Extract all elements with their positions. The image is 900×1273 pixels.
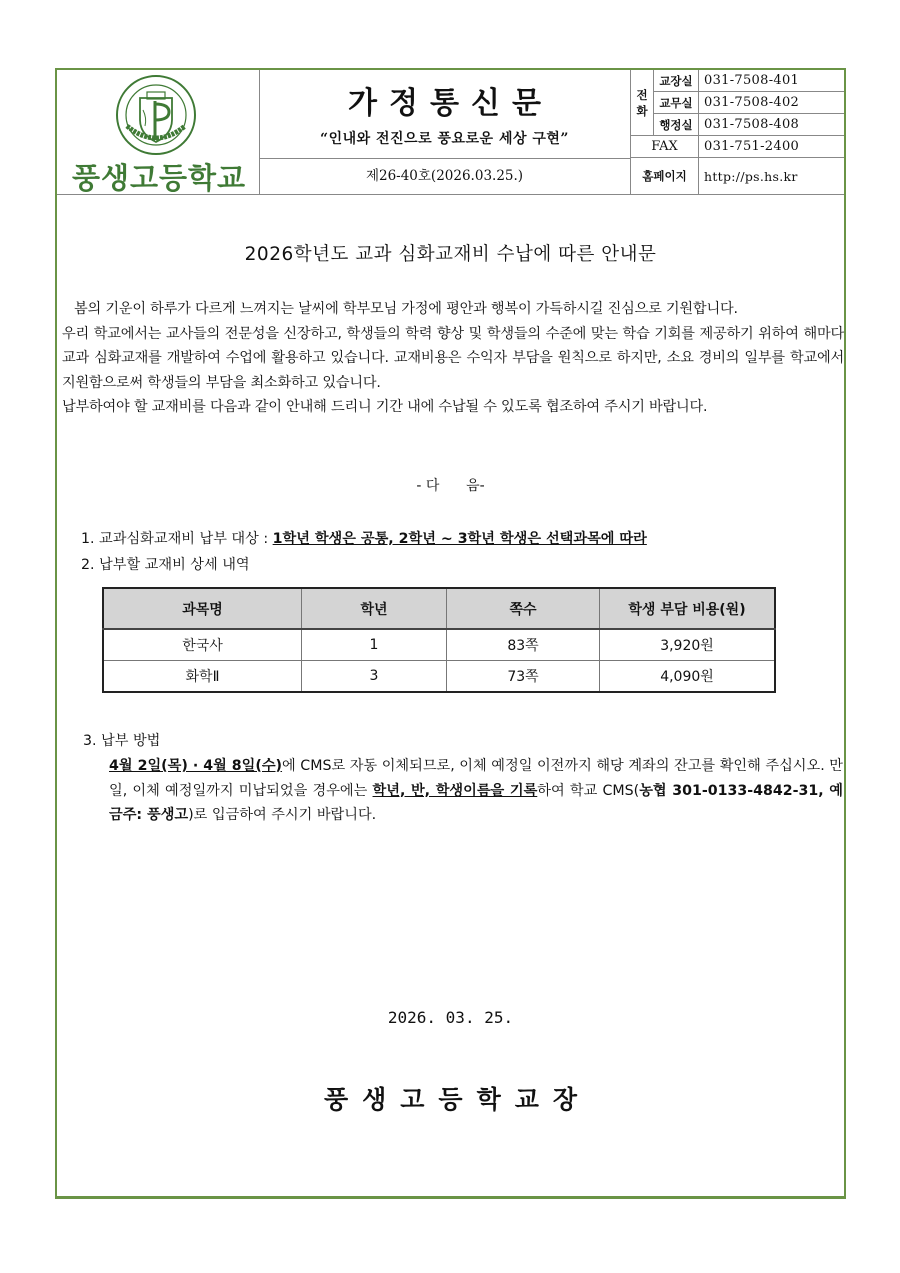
fax-label: FAX <box>631 136 699 158</box>
letterhead <box>57 70 844 195</box>
intro-greeting: 봄의 기운이 하루가 다르게 느껴지는 날씨에 학부모님 가정에 평안과 행복이 가득하시길 진심으로 기원합니다. <box>74 301 738 317</box>
cell-grade: 1 <box>302 629 447 661</box>
bank-account: 농협 301-0133-4842-31, 예금주: 풍생고 <box>109 782 843 823</box>
cell-grade: 3 <box>302 661 447 693</box>
issue-number: 제26-40호(2026.03.25.) <box>259 158 631 194</box>
signature-date: 2026. 03. 25. <box>387 1008 514 1027</box>
col-pages: 쪽수 <box>447 588 600 629</box>
newsletter-title: 가정통신문 <box>348 86 553 121</box>
table-row <box>103 661 775 693</box>
cell-cost: 3,920원 <box>600 629 776 661</box>
cell-subject: 한국사 <box>103 629 302 661</box>
debit-dates: 4월 2일(목) · 4월 8일(수) <box>109 758 283 774</box>
newsletter-page <box>55 68 846 1199</box>
method-text-a: 에 CMS로 자동 이체되므로, 이체 예정일 이전까지 해당 계좌의 잔고를 확인해 주십시오. 만일, 이체 예정일까지 미납되었을 경우에는 <box>109 758 843 799</box>
cell-cost: 4,090원 <box>600 661 776 693</box>
phone-number: 031-7508-401 <box>699 70 845 92</box>
signer-name: 풍생고등학교장 <box>323 1085 592 1114</box>
col-cost: 학생 부담 비용(원) <box>600 588 776 629</box>
item-payment-method: 3. 납부 방법 <box>83 733 161 749</box>
intro-text <box>62 297 844 420</box>
item-fee-details: 2. 납부할 교재비 상세 내역 <box>81 557 250 573</box>
logo-cell <box>57 70 260 194</box>
intro-request: 납부하여야 할 교재비를 다음과 같이 안내해 드리니 기간 내에 수납될 수 있도록 협조하여 주시기 바랍니다. <box>62 399 708 415</box>
office-label: 행정실 <box>654 114 699 136</box>
document-title: 2026학년도 교과 심화교재비 수납에 따른 안내문 <box>244 244 657 265</box>
phone-number: 031-7508-402 <box>699 92 845 114</box>
cell-pages: 83쪽 <box>447 629 600 661</box>
table-header-row <box>103 588 775 629</box>
fax-number: 031-751-2400 <box>699 136 845 158</box>
office-label: 교무실 <box>654 92 699 114</box>
cell-subject: 화학Ⅱ <box>103 661 302 693</box>
homepage-label: 홈페이지 <box>631 158 699 195</box>
school-emblem-icon <box>115 74 197 156</box>
intro-purpose: 우리 학교에서는 교사들의 전문성을 신장하고, 학생들의 학력 향상 및 학생들의 수준에 맞는 학습 기회를 제공하기 위하여 해마다 교과 심화교재를 개발하여 수업에 활용하고 있습니다. 교재비용은 수익자 부담을 원칙으로 하지만, 소요 경비의 일부를 학교에서 지원함으로써 학생들의 부담을 최소화하고 있습니다. <box>62 325 844 391</box>
phone-number: 031-7508-408 <box>699 114 845 136</box>
school-motto: “인내와 전진으로 풍요로운 세상 구현” <box>320 131 569 147</box>
method-text-b: 하여 학교 CMS( <box>537 782 640 799</box>
fee-table <box>102 587 776 693</box>
school-name-logo: 풍생고등학교 <box>71 161 247 195</box>
col-grade: 학년 <box>302 588 447 629</box>
next-heading: - 다 음- <box>416 478 485 494</box>
item-payment-target <box>81 528 647 548</box>
record-instruction: 학년, 반, 학생이름을 기록 <box>372 782 538 799</box>
payment-method-text <box>109 754 843 828</box>
item-value: 1학년 학생은 공통, 2학년 ~ 3학년 학생은 선택과목에 따라 <box>272 531 647 547</box>
homepage-link[interactable]: http://ps.hs.kr <box>699 158 845 195</box>
title-cell <box>259 70 631 159</box>
table-row <box>103 629 775 661</box>
method-text-c: )로 입금하여 주시기 바랍니다. <box>188 807 377 823</box>
cell-pages: 73쪽 <box>447 661 600 693</box>
office-label: 교장실 <box>654 70 699 92</box>
phone-label: 전화 <box>631 70 654 136</box>
contact-table <box>630 70 844 194</box>
item-label: 1. 교과심화교재비 납부 대상 : <box>81 531 273 547</box>
col-subject: 과목명 <box>103 588 302 629</box>
